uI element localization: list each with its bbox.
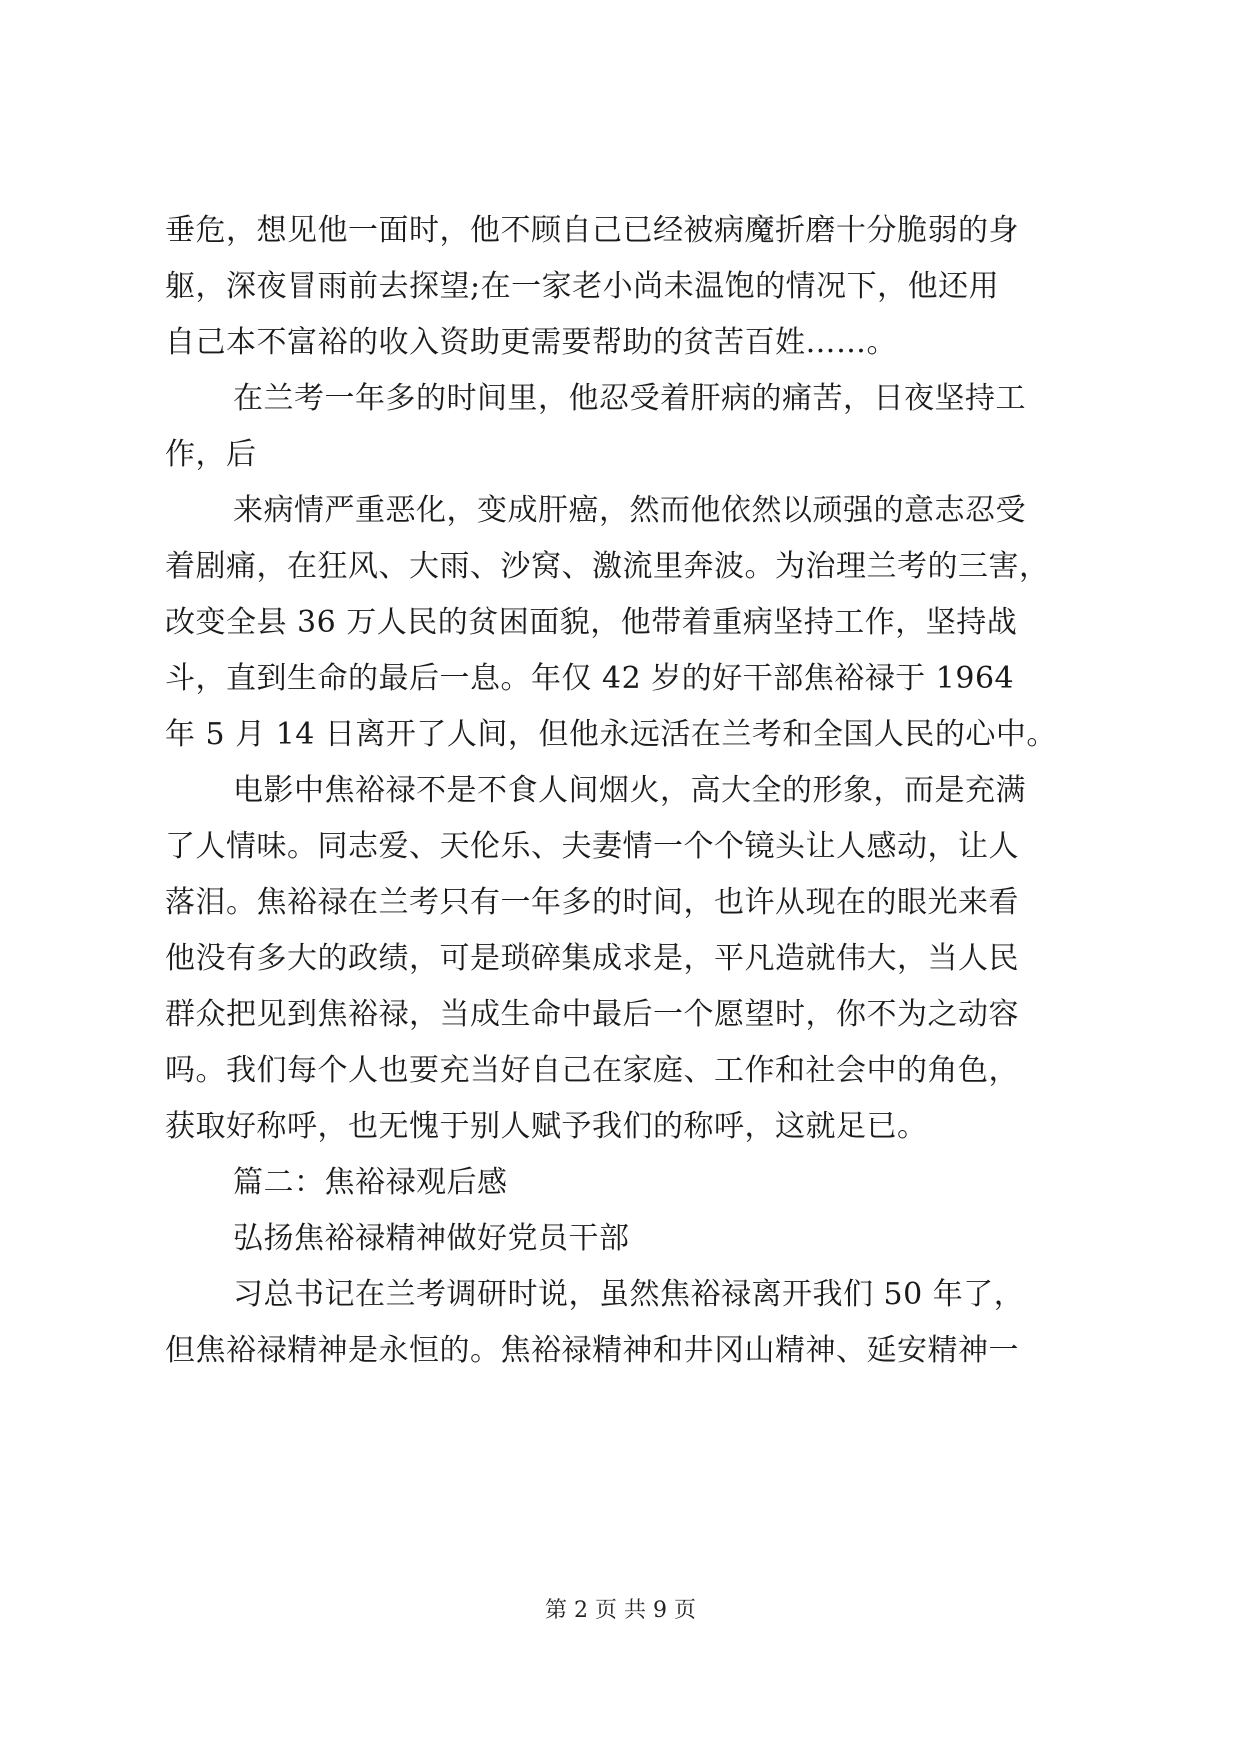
text-line: 吗。我们每个人也要充当好自己在家庭、工作和社会中的角色， xyxy=(165,1053,1019,1088)
text-line: 改变全县 36 万人民的贫困面貌，他带着重病坚持工作，坚持战 xyxy=(165,605,1018,640)
text-line: 躯，深夜冒雨前去探望;在一家老小尚未温饱的情况下，他还用 xyxy=(165,269,1000,304)
text-line: 了人情味。同志爱、天伦乐、夫妻情一个个镜头让人感动，让人 xyxy=(165,829,1019,864)
text-line: 群众把见到焦裕禄，当成生命中最后一个愿望时，你不为之动容 xyxy=(165,997,1019,1032)
text-line: 获取好称呼，也无愧于别人赋予我们的称呼，这就足已。 xyxy=(165,1109,928,1144)
text-line: 电影中焦裕禄不是不食人间烟火，高大全的形象，而是充满 xyxy=(233,773,1026,808)
section-subtitle: 弘扬焦裕禄精神做好党员干部 xyxy=(233,1221,630,1256)
text-line: 但焦裕禄精神是永恒的。焦裕禄精神和井冈山精神、延安精神一 xyxy=(165,1333,1019,1368)
text-line: 在兰考一年多的时间里，他忍受着肝病的痛苦，日夜坚持工 xyxy=(233,381,1026,416)
text-line: 他没有多大的政绩，可是琐碎集成求是，平凡造就伟大，当人民 xyxy=(165,941,1019,976)
text-line: 垂危，想见他一面时，他不顾自己已经被病魔折磨十分脆弱的身 xyxy=(165,213,1019,248)
text-line: 习总书记在兰考调研时说，虽然焦裕禄离开我们 50 年了， xyxy=(233,1277,1025,1312)
text-line: 作，后 xyxy=(165,437,257,472)
page-footer: 第 2 页 共 9 页 xyxy=(545,1598,696,1623)
text-line: 斗，直到生命的最后一息。年仅 42 岁的好干部焦裕禄于 1964 xyxy=(165,661,1015,696)
text-line: 落泪。焦裕禄在兰考只有一年多的时间，也许从现在的眼光来看 xyxy=(165,885,1019,920)
section-heading: 篇二：焦裕禄观后感 xyxy=(233,1165,508,1200)
text-line: 来病情严重恶化，变成肝癌，然而他依然以顽强的意志忍受 xyxy=(233,493,1026,528)
text-line: 自己本不富裕的收入资助更需要帮助的贫苦百姓……。 xyxy=(165,325,897,360)
text-line: 年 5 月 14 日离开了人间，但他永远活在兰考和全国人民的心中。 xyxy=(165,717,1057,752)
text-line: 着剧痛，在狂风、大雨、沙窝、激流里奔波。为治理兰考的三害， xyxy=(165,549,1050,584)
